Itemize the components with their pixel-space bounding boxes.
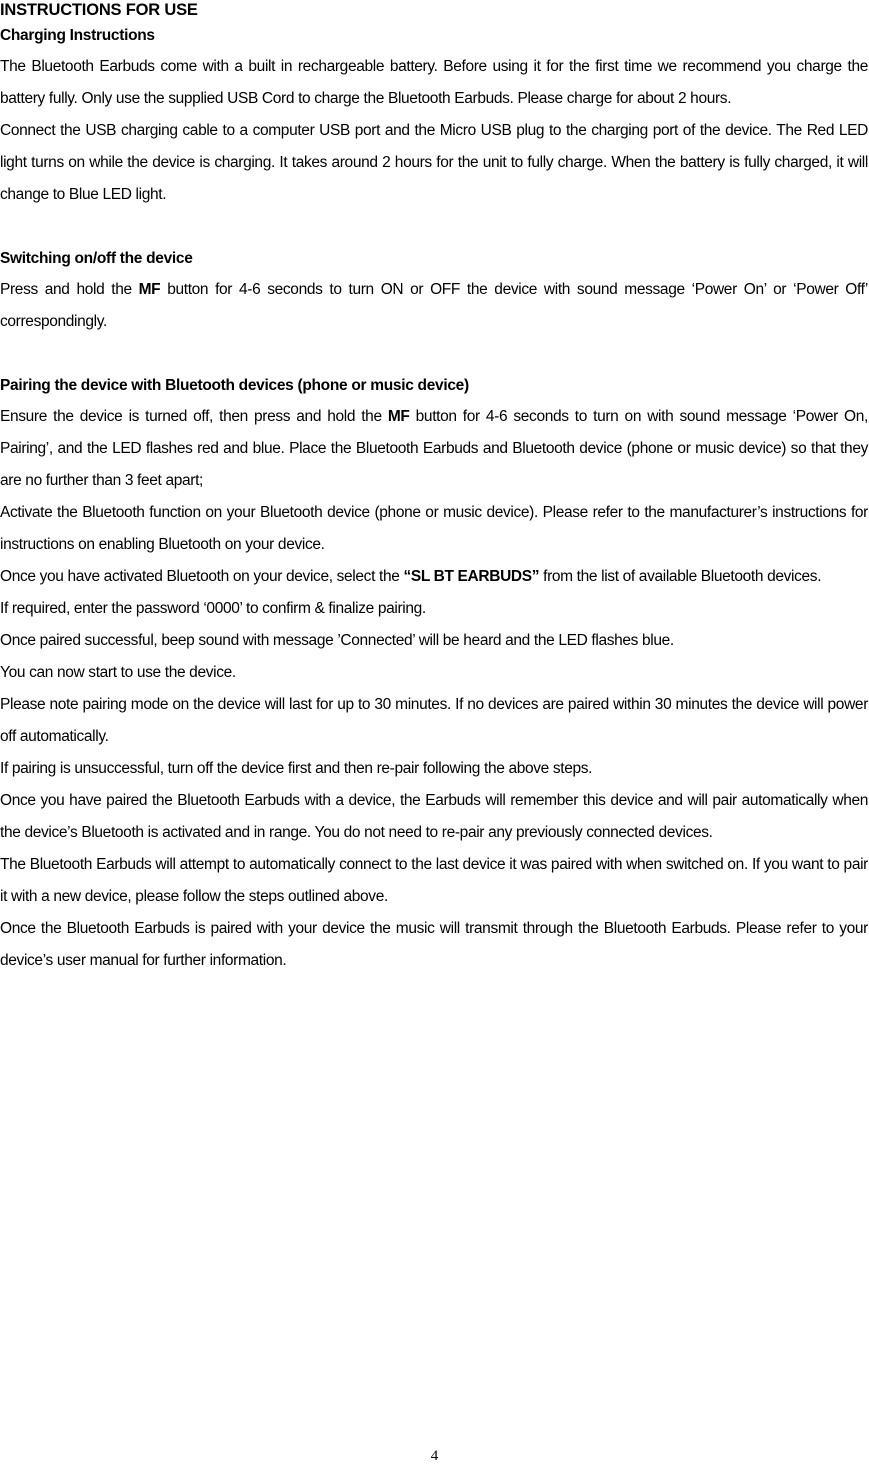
pairing-text-c: button for 4-6 seconds to turn on with sound message ‘Power On, Pairing’, and the LED flashes red and blue. Place the Bluetooth Earbuds and Bluetooth device (phone or music device) so that they are no further than 3 feet apart; [0,408,868,489]
pairing-paragraph-5: Once paired successful, beep sound with message ’Connected’ will be heard and the LED flashes blue. [0,632,674,649]
pairing-paragraph-11: Once the Bluetooth Earbuds is paired with your device the music will transmit through the Bluetooth Earbuds. Please refer to your device’s user manual for further information. [0,920,868,969]
section-spacer [0,338,868,370]
pairing-paragraph-8: If pairing is unsuccessful, turn off the device first and then re-pair following the above steps. [0,760,593,777]
charging-paragraph-2: Connect the USB charging cable to a computer USB port and the Micro USB plug to the charging port of the device. The Red LED light turns on while the device is charging. It takes around 2 hours for the unit to fully charge. When the battery is fully charged, it will change to Blue LED light. [0,122,868,203]
pairing-select-text-a: Once you have activated Bluetooth on your device, select the [0,568,404,585]
pairing-text-a: Ensure the device is turned off, then press and hold the [0,408,388,425]
section-spacer [0,211,868,243]
device-name: “SL BT EARBUDS” [403,568,540,585]
pairing-paragraph-10: The Bluetooth Earbuds will attempt to automatically connect to the last device it was paired with when switched on. If you want to pair it with a new device, please follow the steps outlined above. [0,856,868,905]
pairing-paragraph-7: Please note pairing mode on the device will last for up to 30 minutes. If no devices are paired within 30 minutes the device will power off automatically. [0,696,868,745]
mf-button-label: MF [138,281,161,298]
switching-paragraph-1 [0,274,868,338]
pairing-paragraph-9: Once you have paired the Bluetooth Earbuds with a device, the Earbuds will remember this device and will pair automatically when the device’s Bluetooth is activated and in range. You do not need to re-pair any previously connected devices. [0,792,868,841]
pairing-paragraph-6: You can now start to use the device. [0,664,236,681]
pairing-paragraph-4: If required, enter the password ‘0000’ to confirm & finalize pairing. [0,600,426,617]
charging-paragraph-1: The Bluetooth Earbuds come with a built in rechargeable battery. Before using it for the first time we recommend you charge the battery fully. Only use the supplied USB Cord to charge the Bluetooth Earbuds. Please charge for about 2 hours. [0,58,868,107]
mf-button-label: MF [387,408,410,425]
pairing-paragraph-1 [0,401,868,497]
pairing-paragraph-2: Activate the Bluetooth function on your Bluetooth device (phone or music device). Please refer to the manufacturer’s instructions for instructions on enabling Bluetooth on your device. [0,504,868,553]
pairing-heading: Pairing the device with Bluetooth devices (phone or music device) [0,377,469,394]
switching-text-a: Press and hold the [0,281,139,298]
charging-heading: Charging Instructions [0,27,155,44]
page-number: 4 [430,1448,439,1464]
pairing-select-text-c: from the list of available Bluetooth devices. [539,568,822,585]
switching-heading: Switching on/off the device [0,250,193,267]
switching-text-c: button for 4-6 seconds to turn ON or OFF the device with sound message ‘Power On’ or ‘Power Off’ correspondingly. [0,281,868,330]
pairing-paragraph-3 [0,561,868,593]
document-title: INSTRUCTIONS FOR USE [0,1,198,19]
